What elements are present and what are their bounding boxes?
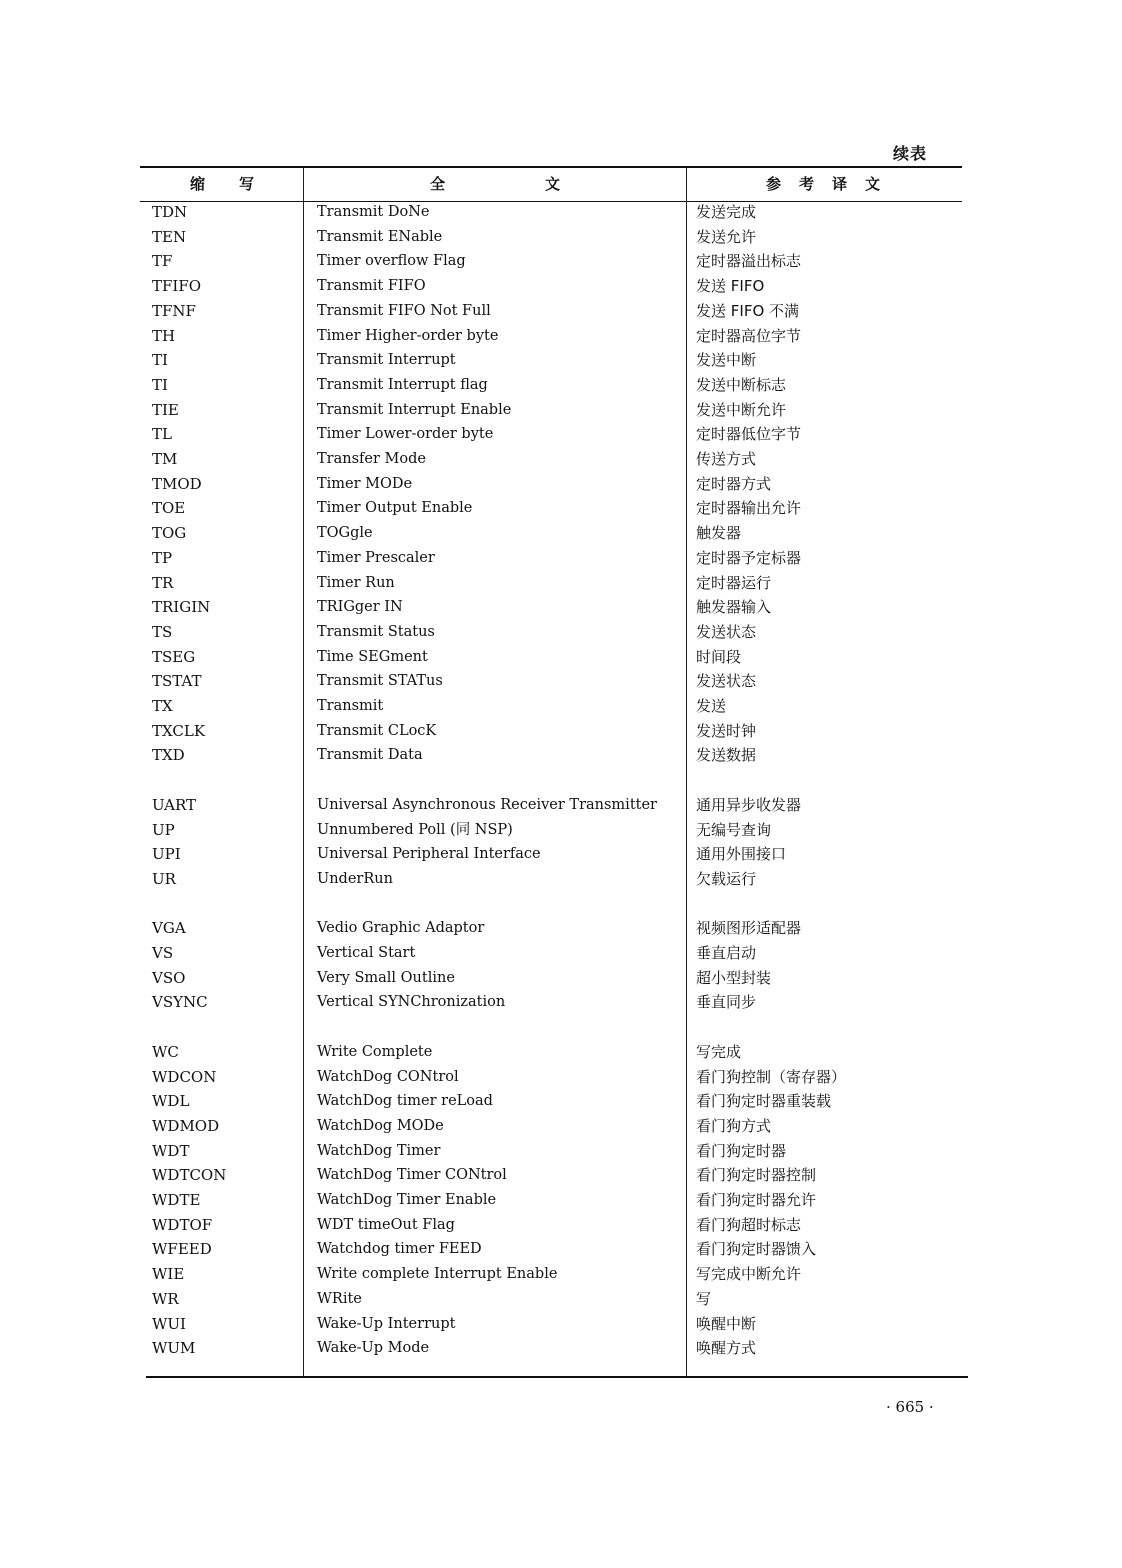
table-row [140, 669, 962, 693]
abbreviation-cell: VGA [152, 919, 186, 938]
translation-cell: 看门狗控制（寄存器） [696, 1067, 847, 1086]
translation-cell: 发送 FIFO [696, 277, 765, 296]
table-row [140, 793, 962, 817]
full-text-cell: Timer overflow Flag [317, 253, 466, 270]
translation-cell: 定时器溢出标志 [696, 252, 802, 271]
full-text-cell: WatchDog CONtrol [317, 1068, 459, 1085]
full-text-cell: Transmit Interrupt flag [317, 376, 488, 393]
translation-cell: 写完成 [696, 1042, 742, 1061]
translation-cell: 通用外围接口 [696, 845, 787, 864]
full-text-cell: Wake-Up Mode [317, 1340, 430, 1357]
abbreviation-cell: WDTOF [152, 1215, 213, 1234]
full-text-cell: WatchDog MODe [317, 1117, 444, 1134]
full-text-cell: Timer Lower-order byte [317, 426, 494, 443]
full-text-cell: Timer Prescaler [317, 549, 435, 566]
translation-cell: 写 [696, 1289, 712, 1308]
table-row [140, 1188, 962, 1212]
table-row [140, 916, 962, 940]
table-top-rule [140, 166, 962, 168]
table-row [140, 990, 962, 1014]
abbreviation-cell: WC [152, 1042, 179, 1061]
abbreviation-cell: TI [152, 351, 168, 370]
abbreviation-cell: WDCON [152, 1067, 217, 1086]
full-text-cell: Wake-Up Interrupt [317, 1315, 456, 1332]
table-row [140, 1237, 962, 1261]
abbreviation-cell: TOE [152, 499, 186, 518]
abbreviation-cell: VSYNC [152, 993, 208, 1012]
full-text-cell: Unnumbered Poll (同 NSP) [317, 821, 513, 838]
translation-cell: 定时器予定标器 [696, 548, 802, 567]
full-text-cell: Transmit Status [317, 623, 435, 640]
page-number: · 665 · [886, 1398, 934, 1416]
full-text-cell: Transmit Data [317, 747, 423, 764]
translation-cell: 定时器运行 [696, 573, 772, 592]
full-text-cell: Vertical SYNChronization [317, 994, 506, 1011]
abbreviation-cell: TP [152, 548, 173, 567]
full-text-cell: Transmit FIFO Not Full [317, 302, 491, 319]
full-text-cell: Timer Higher-order byte [317, 327, 499, 344]
abbreviation-cell: WDMOD [152, 1116, 220, 1135]
translation-cell: 唤醒方式 [696, 1339, 757, 1358]
abbreviation-cell: TMOD [152, 474, 202, 493]
full-text-cell: Write Complete [317, 1043, 433, 1060]
header-full-text: 全 文 [430, 175, 560, 193]
table-row [140, 274, 962, 298]
full-text-cell: Transmit Interrupt Enable [317, 401, 512, 418]
table-row [140, 521, 962, 545]
abbreviation-cell: TH [152, 326, 176, 345]
full-text-cell: UnderRun [317, 870, 393, 887]
translation-cell: 触发器输入 [696, 598, 772, 617]
abbreviation-cell: TF [152, 252, 173, 271]
abbreviation-cell: WIE [152, 1265, 185, 1284]
full-text-cell: Transmit FIFO [317, 278, 426, 295]
translation-cell: 唤醒中断 [696, 1314, 757, 1333]
abbreviation-cell: TFIFO [152, 277, 202, 296]
abbreviation-cell: WR [152, 1289, 179, 1308]
table-row [140, 225, 962, 249]
full-text-cell: WatchDog timer reLoad [317, 1093, 493, 1110]
table-row [140, 818, 962, 842]
translation-cell: 发送状态 [696, 622, 757, 641]
translation-cell: 看门狗超时标志 [696, 1215, 802, 1234]
full-text-cell: Transmit DoNe [317, 204, 430, 220]
table-row [140, 200, 962, 224]
full-text-cell: Watchdog timer FEED [317, 1241, 482, 1258]
abbreviation-cell: TXCLK [152, 721, 206, 740]
translation-cell: 传送方式 [696, 450, 757, 468]
abbreviation-cell: VS [152, 944, 174, 962]
translation-cell: 超小型封装 [696, 968, 772, 987]
translation-cell: 发送 [696, 697, 727, 715]
abbreviation-cell: VSO [152, 968, 186, 987]
table-row [140, 1065, 962, 1089]
full-text-cell: Time SEGment [317, 648, 428, 665]
full-text-cell: Timer Run [317, 574, 395, 591]
table-row [140, 1089, 962, 1113]
translation-cell: 时间段 [696, 647, 742, 666]
table-row [140, 620, 962, 644]
table-row [140, 941, 962, 965]
table-row [140, 472, 962, 496]
full-text-cell: WatchDog Timer [317, 1142, 441, 1159]
abbreviation-cell: TS [152, 622, 173, 641]
translation-cell: 通用异步收发器 [696, 795, 802, 814]
full-text-cell: Write complete Interrupt Enable [317, 1266, 558, 1283]
full-text-cell: Timer Output Enable [317, 500, 473, 517]
abbreviation-cell: UART [152, 795, 197, 814]
table-row [140, 1262, 962, 1286]
table-row [140, 1114, 962, 1138]
translation-cell: 无编号查询 [696, 820, 772, 839]
table-row [140, 324, 962, 348]
full-text-cell: Transmit Interrupt [317, 352, 456, 369]
abbreviation-cell: TEN [152, 227, 187, 246]
translation-cell: 视频图形适配器 [696, 919, 802, 938]
table-row [140, 1139, 962, 1163]
translation-cell: 看门狗定时器馈入 [696, 1240, 817, 1259]
abbreviation-cell: UPI [152, 845, 181, 864]
table-row [140, 1163, 962, 1187]
abbreviation-cell: WFEED [152, 1240, 212, 1259]
translation-cell: 看门狗定时器重装载 [696, 1092, 832, 1111]
full-text-cell: WRite [317, 1290, 362, 1307]
header-abbreviation: 缩 写 [190, 175, 254, 193]
table-row [140, 398, 962, 422]
abbreviation-cell: WDL [152, 1092, 190, 1111]
translation-cell: 发送允许 [696, 227, 757, 246]
full-text-cell: Transfer Mode [317, 451, 426, 467]
translation-cell: 定时器高位字节 [696, 326, 802, 345]
translation-cell: 写完成中断允许 [696, 1265, 802, 1284]
abbreviation-cell: WDTCON [152, 1166, 227, 1185]
table-row [140, 842, 962, 866]
abbreviation-cell: TOG [152, 524, 187, 543]
translation-cell: 看门狗定时器 [696, 1141, 787, 1160]
table-row [140, 496, 962, 520]
abbreviation-cell: WUI [152, 1314, 186, 1333]
abbreviation-cell: TXD [152, 746, 185, 765]
full-text-cell: Universal Peripheral Interface [317, 846, 541, 863]
full-text-cell: Transmit ENable [317, 228, 443, 245]
full-text-cell: TOGgle [317, 525, 373, 542]
translation-cell: 垂直同步 [696, 993, 757, 1012]
full-text-cell: Very Small Outline [317, 969, 455, 986]
abbreviation-cell: TRIGIN [152, 598, 211, 617]
translation-cell: 定时器输出允许 [696, 499, 802, 518]
table-row [140, 422, 962, 446]
full-text-cell: TRIGger IN [317, 599, 403, 616]
translation-cell: 看门狗定时器允许 [696, 1191, 817, 1209]
full-text-cell: Vertical Start [317, 945, 416, 961]
translation-cell: 垂直启动 [696, 944, 757, 962]
translation-cell: 看门狗定时器控制 [696, 1166, 817, 1185]
full-text-cell: WatchDog Timer CONtrol [317, 1167, 507, 1184]
full-text-cell: Transmit STATus [317, 673, 443, 690]
table-row [140, 645, 962, 669]
abbreviation-cell: TSEG [152, 647, 196, 666]
table-row [140, 743, 962, 767]
abbreviation-cell: TM [152, 450, 178, 468]
table-row [140, 571, 962, 595]
translation-cell: 发送状态 [696, 672, 757, 691]
abbreviation-cell: TR [152, 573, 174, 592]
table-row [140, 966, 962, 990]
continuation-label: 续表 [893, 144, 928, 163]
translation-cell: 定时器方式 [696, 474, 772, 493]
abbreviation-cell: TFNF [152, 301, 196, 320]
table-row [140, 299, 962, 323]
translation-cell: 触发器 [696, 524, 742, 543]
table-row [140, 1312, 962, 1336]
abbreviation-cell: TSTAT [152, 672, 202, 691]
abbreviation-cell: UR [152, 869, 176, 888]
translation-cell: 发送 FIFO 不满 [696, 301, 800, 320]
table-row [140, 719, 962, 743]
abbreviation-table [140, 166, 962, 1378]
full-text-cell: Universal Asynchronous Receiver Transmitter [317, 796, 657, 813]
table-row [140, 694, 962, 718]
full-text-cell: WatchDog Timer Enable [317, 1192, 497, 1208]
full-text-cell: WDT timeOut Flag [317, 1216, 455, 1233]
table-row [140, 1040, 962, 1064]
full-text-cell: Vedio Graphic Adaptor [317, 920, 485, 937]
table-bottom-rule [146, 1376, 968, 1378]
translation-cell: 发送数据 [696, 746, 757, 765]
table-row [140, 447, 962, 471]
full-text-cell: Transmit CLocK [317, 722, 437, 739]
abbreviation-cell: UP [152, 820, 175, 839]
abbreviation-cell: WUM [152, 1339, 196, 1358]
table-row [140, 1287, 962, 1311]
table-row [140, 867, 962, 891]
translation-cell: 发送中断标志 [696, 375, 787, 394]
table-row [140, 348, 962, 372]
table-row [140, 249, 962, 273]
translation-cell: 发送中断允许 [696, 400, 787, 419]
table-row [140, 1213, 962, 1237]
abbreviation-cell: TI [152, 375, 168, 394]
table-row [140, 1336, 962, 1360]
translation-cell: 发送时钟 [696, 721, 757, 740]
abbreviation-cell: WDT [152, 1141, 190, 1160]
translation-cell: 看门狗方式 [696, 1116, 772, 1135]
table-row [140, 546, 962, 570]
translation-cell: 发送完成 [696, 203, 757, 221]
header-translation: 参 考 译 文 [766, 175, 880, 193]
translation-cell: 发送中断 [696, 351, 757, 370]
full-text-cell: Timer MODe [317, 475, 413, 492]
abbreviation-cell: TL [152, 425, 172, 444]
translation-cell: 定时器低位字节 [696, 425, 802, 444]
table-row [140, 595, 962, 619]
abbreviation-cell: TDN [152, 203, 188, 221]
translation-cell: 欠载运行 [696, 869, 757, 888]
table-row [140, 373, 962, 397]
full-text-cell: Transmit [317, 698, 384, 714]
abbreviation-cell: TIE [152, 400, 179, 419]
abbreviation-cell: WDTE [152, 1191, 201, 1209]
abbreviation-cell: TX [152, 697, 173, 715]
